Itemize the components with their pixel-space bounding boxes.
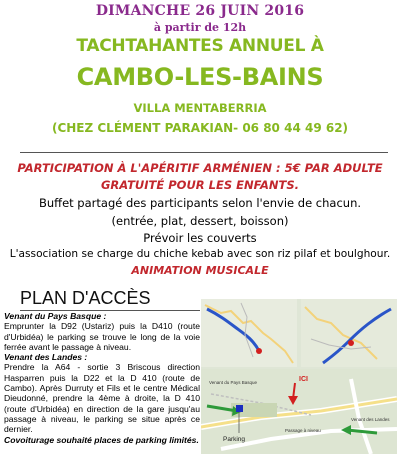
event-date: DIMANCHE 26 JUIN 2016 bbox=[95, 3, 305, 19]
route1-heading: Venant du Pays Basque : bbox=[4, 311, 107, 321]
passage-label: Passage à niveau bbox=[285, 428, 321, 433]
music-note: ANIMATION MUSICALE bbox=[131, 264, 269, 277]
event-time: à partir de 12h bbox=[153, 21, 247, 34]
carpool-note: Covoiturage souhaité places de parking limités. bbox=[4, 434, 199, 445]
access-map bbox=[201, 299, 397, 454]
children-free-note: GRATUITÉ POUR LES ENFANTS. bbox=[100, 178, 299, 192]
pays-basque-label: Venant du Pays Basque bbox=[209, 380, 258, 385]
buffet-items: (entrée, plat, dessert, boisson) bbox=[111, 214, 289, 228]
route1-text: Emprunter la D92 (Ustariz) puis la D410 (route d'Urbidéa) le parking se trouve le long de la voie ferrée avant le passage à niveau. bbox=[4, 321, 200, 352]
inset-map-right bbox=[301, 299, 397, 367]
venue-name: VILLA MENTABERRIA bbox=[133, 101, 267, 115]
landes-label: Venant des Landes bbox=[351, 417, 390, 422]
route2-heading: Venant des Landes : bbox=[4, 352, 88, 363]
cutlery-note: Prévoir les couverts bbox=[143, 231, 257, 245]
buffet-text: Buffet partagé des participants selon l'envie de chacun. bbox=[38, 196, 362, 210]
parking-marker-icon bbox=[236, 405, 243, 412]
venue-contact: (CHEZ CLÉMENT PARAKIAN- 06 80 44 49 62) bbox=[51, 121, 349, 135]
access-plan-title: PLAN D'ACCÈS bbox=[20, 288, 151, 308]
inset-map-left bbox=[201, 299, 297, 367]
route2-text: Prendre la A64 - sortie 3 Briscous direction Hasparren puis la D22 et la D 410 (route de Cambo). Après Durruty et Fils et le centre Médical Dieudonné, prendre la 4ème à droite, la D 410 (route d'Urbidéa) en direction de la gare jusqu'au passage à niveau, le parking se situe après ce dernier. bbox=[4, 362, 200, 435]
header-divider bbox=[20, 152, 388, 153]
association-note: L'association se charge du chiche kebab avec son riz pilaf et boulghour. bbox=[9, 248, 391, 260]
directions-block bbox=[4, 311, 200, 445]
event-title-location: CAMBO-LES-BAINS bbox=[76, 63, 324, 91]
event-title-line1: TACHTAHANTES ANNUEL À bbox=[76, 36, 324, 56]
parking-label: Parking bbox=[223, 436, 246, 443]
aperitif-price: PARTICIPATION À L'APÉRITIF ARMÉNIEN : 5€ PAR ADULTE bbox=[17, 161, 383, 175]
ici-label: ICI bbox=[299, 376, 308, 383]
